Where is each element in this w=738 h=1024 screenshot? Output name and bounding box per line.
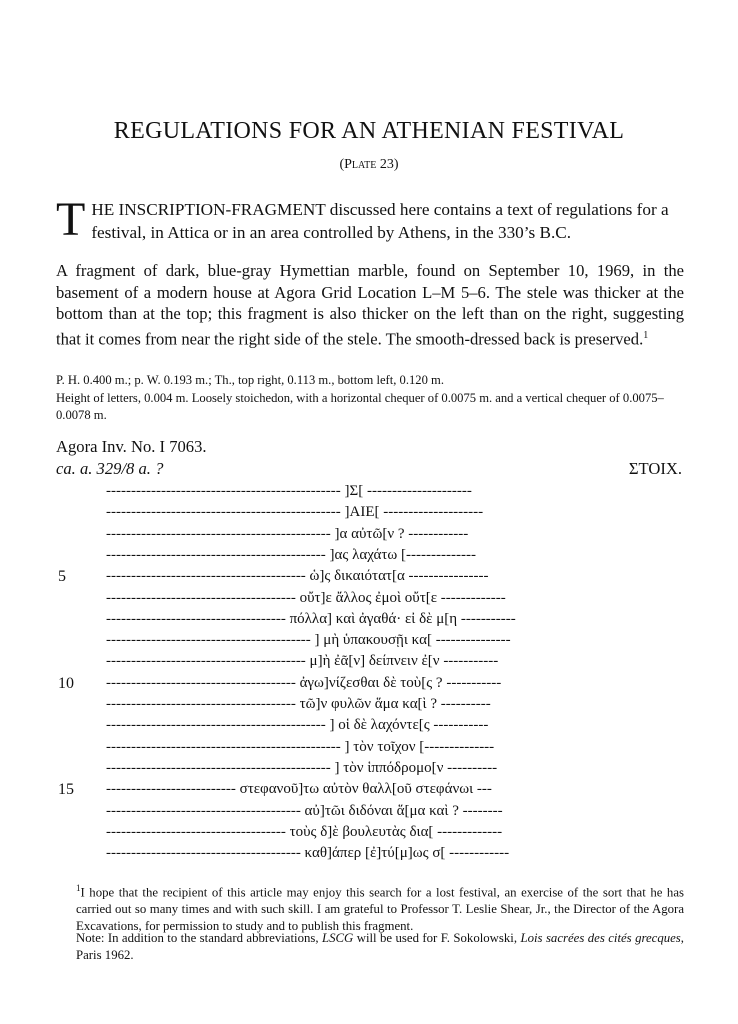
- inscription-line: ----------------------------------------------- ]AIE[ --------------------: [106, 504, 484, 521]
- inscription-line: -------------------------------------------- ] οἱ δὲ λαχόντε[ς -----------: [106, 717, 489, 734]
- intro-paragraph: [56, 193, 684, 246]
- plate-reference: [0, 157, 738, 173]
- inscription-line: -------------------------------------- τῶ]ν φυλῶν ἅμα κα[ὶ ? ----------: [106, 696, 491, 712]
- footnote-1-mark: 1: [76, 883, 81, 893]
- note-book: Lois sacrées des cités grecques: [520, 931, 681, 945]
- inscription-line: -------------------------------------- ἀγω]νίζεσθαι δὲ τοὺ[ς ? -----------: [106, 674, 502, 691]
- inscription-line: --------------------------------------------- ] τὸν ἱππόδρομο[ν ----------: [106, 759, 498, 776]
- letters-note: Height of letters, 0.004 m. Loosely stoichedon, with a horizontal chequer of 0.0075 m. and a vertical chequer of 0.0075–0.0078 m.: [56, 391, 664, 422]
- description-paragraph: [56, 260, 684, 350]
- note-prefix: Note: In addition to the standard abbreviations,: [76, 931, 322, 945]
- line-number: 10: [58, 674, 74, 692]
- inscription-line: ---------------------------------------- ὡ]ς δικαιότατ[α ----------------: [106, 568, 489, 585]
- plate-label: (Plate 23): [339, 157, 399, 172]
- drop-cap: T: [56, 193, 86, 246]
- inscription-line: ----------------------------------------- ] μὴ ὑπακουσῇι κα[ ---------------: [106, 632, 511, 649]
- inscription-line: -------------------------- στεφανοῦ]τω αὐτὸν θαλλ[οῦ στεφάνωι ---: [106, 781, 492, 798]
- inscription-line: ------------------------------------ πόλλα] καὶ ἀγαθά· εἰ δὲ μ[η -----------: [106, 610, 516, 627]
- inscription-line: ----------------------------------------------- ] τὸν τοῖχον [--------------: [106, 738, 495, 755]
- inscription-line: --------------------------------------- αὐ]τῶι διδόναι ἅ[μα καὶ ? --------: [106, 802, 503, 819]
- inventory-number: Agora Inv. No. I 7063.: [56, 437, 207, 456]
- intro-lead: HE INSCRIPTION-FRAGMENT: [91, 200, 326, 219]
- note-middle: will be used for F. Sokolowski,: [353, 931, 521, 945]
- line-number: 5: [58, 568, 66, 586]
- abbreviation-note: [56, 930, 684, 964]
- footnote-1-text: I hope that the recipient of this article may enjoy this search for a lost festival, an exercise of the sort that he has carried out so many times and with such skill. I am grateful to Professor T. Leslie Shear, Jr., the Director of the Agora Excavations, for permission to study and to publish this fragment.: [76, 885, 684, 934]
- footnote-mark: 1: [643, 329, 649, 341]
- description-text: A fragment of dark, blue-gray Hymettian marble, found on September 10, 1969, in the basement of a modern house at Agora Grid Location L–M 5–6. The stele was thicker at the bottom than at the top; this fragment is also thicker on the left than on the right, suggesting that it comes from near the right side of the stele. The smooth-dressed back is preserved.: [56, 261, 684, 349]
- inscription-line: -------------------------------------- οὔτ]ε ἄλλος ἐμοὶ οὔτ[ε -------------: [106, 589, 506, 606]
- footnote-1: [56, 880, 684, 935]
- inscription-line: ---------------------------------------- μ]ὴ ἐᾶ[ν] δείπνειν ἐ[ν -----------: [106, 653, 499, 670]
- date-line: ca. a. 329/8 a. ?: [56, 459, 164, 478]
- inscription-line: --------------------------------------------- ]α αὐτῶ[ν ? ------------: [106, 525, 469, 542]
- inscription-line: -------------------------------------------- ]ας λαχάτω [--------------: [106, 546, 476, 563]
- note-suffix: , Paris 1962.: [76, 931, 684, 962]
- article-title: REGULATIONS FOR AN ATHENIAN FESTIVAL: [113, 118, 625, 144]
- inscription-line: ------------------------------------ τοὺς δ]ὲ βουλευτὰς δια[ -------------: [106, 823, 503, 840]
- line-number: 15: [58, 781, 74, 799]
- stoichedon-label: ΣTOIX.: [628, 459, 682, 478]
- intro-text: discussed here contains a text of regulations for a festival, in Attica or in an area controlled by Athens, in the 330’s B.C.: [91, 200, 669, 242]
- inscription-line: ----------------------------------------------- ]Σ[ ---------------------: [106, 483, 472, 499]
- dimensions-line: P. H. 0.400 m.; p. W. 0.193 m.; Th., top right, 0.113 m., bottom left, 0.120 m.: [56, 373, 444, 387]
- note-abbr: LSCG: [322, 931, 354, 945]
- inscription-line: --------------------------------------- καθ]άπερ [ἐ]τύ[μ]ως σ[ ------------: [106, 845, 510, 862]
